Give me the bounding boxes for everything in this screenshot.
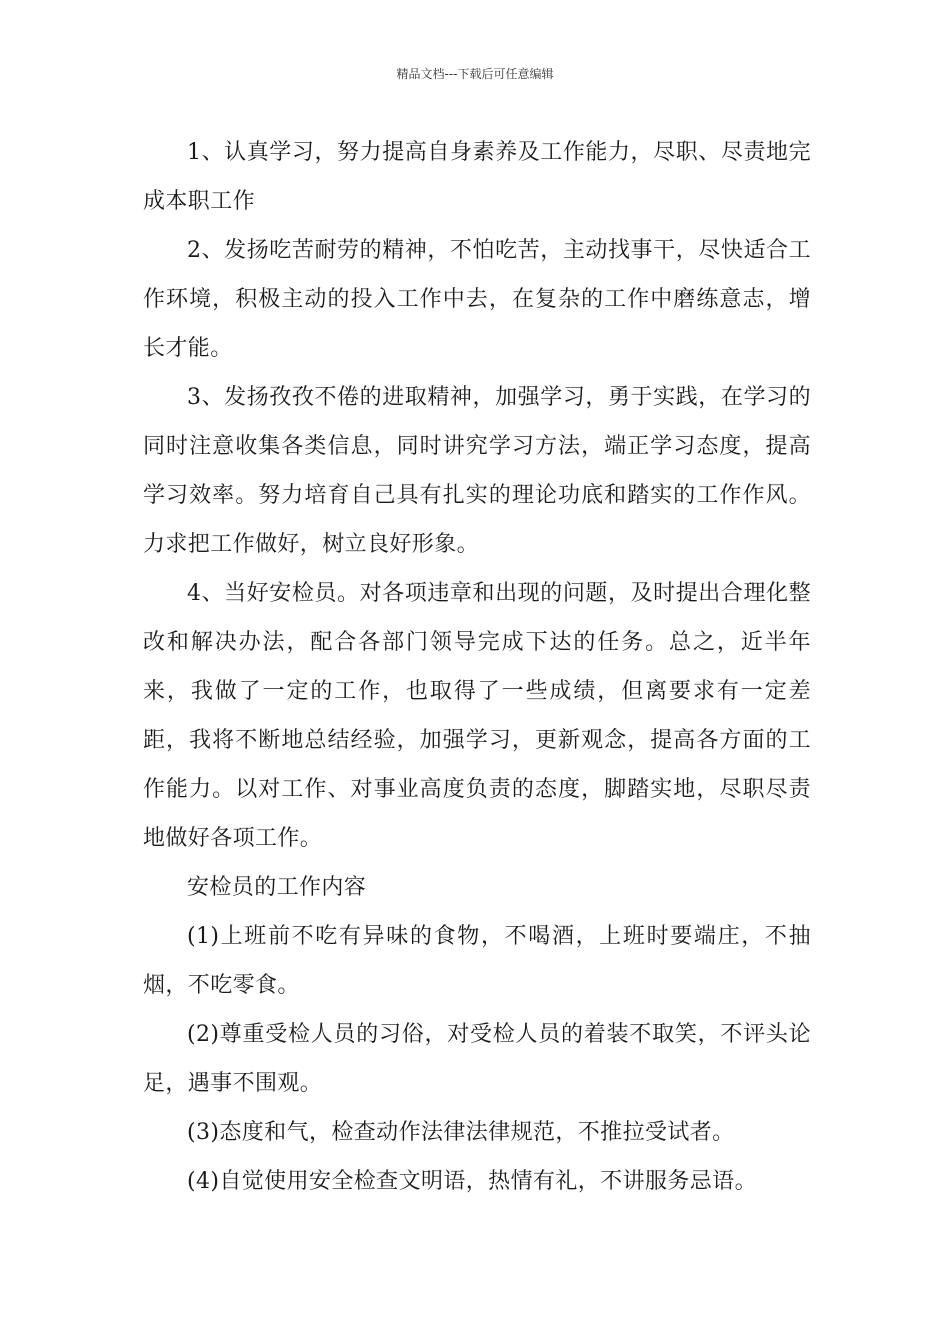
document-body bbox=[143, 128, 811, 1206]
section-heading: 安检员的工作内容 bbox=[187, 875, 367, 900]
list-item-2: (2)尊重受检人员的习俗，对受检人员的着装不取笑，不评头论足，遇事不围观。 bbox=[143, 1022, 811, 1096]
paragraph-1: 1、认真学习，努力提高自身素养及工作能力，尽职、尽责地完成本职工作 bbox=[143, 140, 811, 214]
list-item-3: (3)态度和气，检查动作法律法律规范，不推拉受试者。 bbox=[187, 1120, 735, 1145]
paragraph-4: 4、当好安检员。对各项违章和出现的问题，及时提出合理化整改和解决办法，配合各部门领导完成下达的任务。总之，近半年来，我做了一定的工作，也取得了一些成绩，但离要求有一定差距，我将不断地总结经验，加强学习，更新观念，提高各方面的工作能力。以对工作、对事业高度负责的态度，脚踏实地，尽职尽责地做好各项工作。 bbox=[143, 581, 811, 851]
paragraph-3: 3、发扬孜孜不倦的进取精神，加强学习，勇于实践，在学习的同时注意收集各类信息，同时讲究学习方法，端正学习态度，提高学习效率。努力培育自己具有扎实的理论功底和踏实的工作作风。力求把工作做好，树立良好形象。 bbox=[143, 385, 811, 557]
list-item-4: (4)自觉使用安全检查文明语，热情有礼，不讲服务忌语。 bbox=[187, 1169, 757, 1194]
page-header: 精品文档---下载后可任意编辑 bbox=[396, 67, 554, 81]
list-item-1: (1)上班前不吃有异味的食物，不喝酒，上班时要端庄，不抽烟，不吃零食。 bbox=[143, 924, 811, 998]
paragraph-2: 2、发扬吃苦耐劳的精神，不怕吃苦，主动找事干，尽快适合工作环境，积极主动的投入工作中去，在复杂的工作中磨练意志，增长才能。 bbox=[143, 238, 811, 361]
